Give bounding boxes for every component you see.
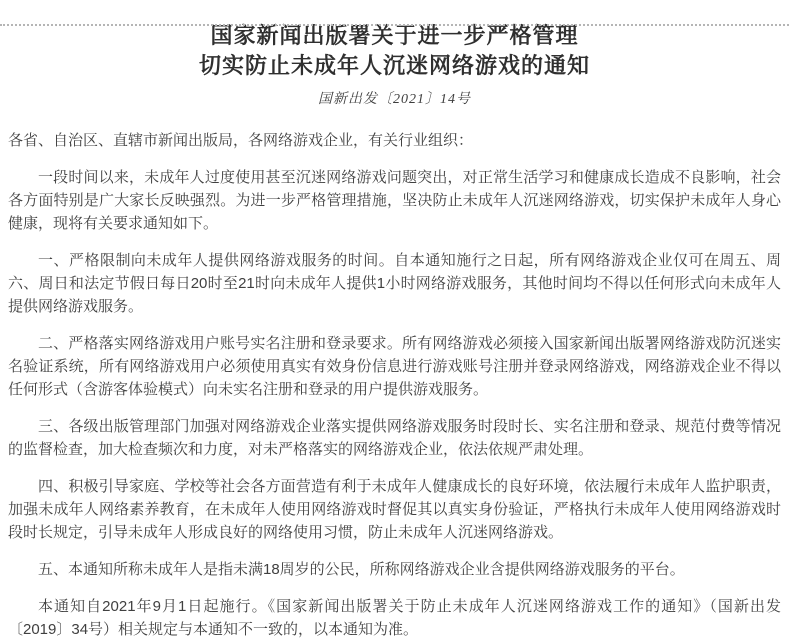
notice-title	[12, 21, 777, 81]
notice-paragraph: 三、各级出版管理部门加强对网络游戏企业落实提供网络游戏服务时段时长、实名注册和登录、规范付费等情况的监督检查，加大检查频次和力度，对未严格落实的网络游戏企业，依法依规严肃处理。	[8, 418, 781, 458]
notice-paragraph: 二、严格落实网络游戏用户账号实名注册和登录要求。所有网络游戏必须接入国家新闻出版署网络游戏防沉迷实名验证系统，所有网络游戏用户必须使用真实有效身份信息进行游戏账号注册并登录网络游戏，网络游戏企业不得以任何形式（含游客体验模式）向未实名注册和登录的用户提供游戏服务。	[8, 335, 781, 398]
salutation: 各省、自治区、直辖市新闻出版局，各网络游戏企业，有关行业组织：	[8, 132, 474, 149]
notice-title-line-1: 国家新闻出版署关于进一步严格管理	[210, 23, 579, 48]
notice-title-line-2: 切实防止未成年人沉迷网络游戏的通知	[198, 53, 590, 78]
notice-body	[8, 129, 781, 641]
paragraph-list	[8, 166, 781, 641]
notice-paragraph: 五、本通知所称未成年人是指未满18周岁的公民，所称网络游戏企业含提供网络游戏服务的平台。	[38, 561, 685, 578]
doc-number: 国新出发〔2021〕14号	[318, 92, 471, 107]
top-dotted-divider	[0, 24, 789, 26]
notice-paragraph: 本通知自2021年9月1日起施行。《国家新闻出版署关于防止未成年人沉迷网络游戏工作的通知》（国新出发〔2019〕34号）相关规定与本通知不一致的，以本通知为准。	[8, 598, 781, 638]
notice-paragraph: 一、严格限制向未成年人提供网络游戏服务的时间。自本通知施行之日起，所有网络游戏企业仅可在周五、周六、周日和法定节假日每日20时至21时向未成年人提供1小时网络游戏服务，其他时间均不得以任何形式向未成年人提供网络游戏服务。	[8, 252, 781, 315]
notice-page	[0, 21, 789, 638]
notice-paragraph: 四、积极引导家庭、学校等社会各方面营造有利于未成年人健康成长的良好环境，依法履行未成年人监护职责，加强未成年人网络素养教育，在未成年人使用网络游戏时督促其以真实身份验证，严格执行未成年人使用网络游戏时段时长规定，引导未成年人形成良好的网络使用习惯，防止未成年人沉迷网络游戏。	[8, 478, 781, 541]
notice-paragraph: 一段时间以来，未成年人过度使用甚至沉迷网络游戏问题突出，对正常生活学习和健康成长造成不良影响，社会各方面特别是广大家长反映强烈。为进一步严格管理措施，坚决防止未成年人沉迷网络游戏，切实保护未成年人身心健康，现将有关要求通知如下。	[8, 169, 781, 232]
